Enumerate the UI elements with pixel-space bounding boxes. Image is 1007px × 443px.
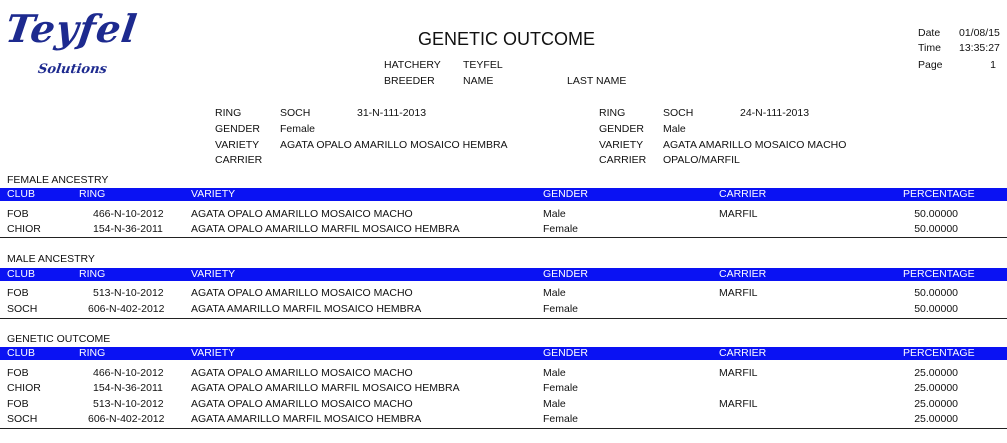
table-row: [0, 397, 1007, 412]
male-carrier-label: CARRIER: [599, 154, 647, 166]
cell-club: FOB: [7, 208, 29, 220]
cell-gender: Female: [543, 223, 579, 235]
cell-gender: Male: [543, 287, 566, 299]
female-gender: Female: [280, 123, 316, 135]
col-percentage: PERCENTAGE: [903, 347, 975, 359]
cell-gender: Male: [543, 367, 566, 379]
cell-variety: AGATA OPALO AMARILLO MOSAICO MACHO: [191, 208, 413, 220]
col-ring: RING: [79, 347, 106, 359]
cell-ring: 154-N-36-2011: [93, 382, 163, 394]
cell-gender: Male: [543, 208, 566, 220]
cell-percentage: 25.00000: [914, 398, 958, 410]
male-ring-label: RING: [599, 107, 626, 119]
col-club: CLUB: [7, 188, 36, 200]
col-gender: GENDER: [543, 268, 588, 280]
table-row: [0, 222, 1007, 237]
col-gender: GENDER: [543, 347, 588, 359]
female-carrier-label: CARRIER: [215, 154, 263, 166]
col-gender: GENDER: [543, 188, 588, 200]
table-row: [0, 366, 1007, 381]
table-row: [0, 286, 1007, 301]
female-variety-label: VARIETY: [215, 139, 260, 151]
section-title-female-ancestry: FEMALE ANCESTRY: [7, 174, 109, 186]
col-variety: VARIETY: [191, 347, 236, 359]
page-number: 1: [990, 59, 996, 71]
cell-percentage: 25.00000: [914, 367, 958, 379]
cell-variety: AGATA OPALO AMARILLO MARFIL MOSAICO HEMBRA: [191, 223, 460, 235]
col-ring: RING: [79, 268, 106, 280]
breeder-label: BREEDER: [384, 75, 435, 87]
col-carrier: CARRIER: [719, 188, 767, 200]
col-variety: VARIETY: [191, 188, 236, 200]
cell-ring: 606-N-402-2012: [88, 303, 165, 315]
section-title-male-ancestry: MALE ANCESTRY: [7, 253, 95, 265]
cell-ring: 466-N-10-2012: [93, 367, 164, 379]
cell-club: CHIOR: [7, 223, 41, 235]
date-label: Date: [918, 27, 941, 39]
name-label: NAME: [463, 75, 494, 87]
cell-club: FOB: [7, 367, 29, 379]
table-row: [0, 207, 1007, 222]
cell-club: SOCH: [7, 413, 38, 425]
cell-ring: 466-N-10-2012: [93, 208, 164, 220]
company-logo: Teyfel: [2, 6, 141, 51]
hatchery-value: TEYFEL: [463, 59, 503, 71]
cell-carrier: MARFIL: [719, 287, 758, 299]
cell-club: SOCH: [7, 303, 38, 315]
col-variety: VARIETY: [191, 268, 236, 280]
company-logo-subtitle: Solutions: [36, 62, 108, 77]
col-carrier: CARRIER: [719, 347, 767, 359]
cell-ring: 606-N-402-2012: [88, 413, 165, 425]
report-title: GENETIC OUTCOME: [417, 29, 595, 49]
male-club: SOCH: [663, 107, 694, 119]
table-header-female-ancestry: [0, 188, 1007, 201]
male-variety: AGATA AMARILLO MOSAICO MACHO: [663, 139, 847, 151]
cell-carrier: MARFIL: [719, 208, 758, 220]
female-variety: AGATA OPALO AMARILLO MOSAICO HEMBRA: [280, 139, 508, 151]
cell-variety: AGATA OPALO AMARILLO MARFIL MOSAICO HEMBRA: [191, 382, 460, 394]
cell-gender: Female: [543, 382, 579, 394]
cell-ring: 513-N-10-2012: [93, 398, 164, 410]
female-club: SOCH: [280, 107, 311, 119]
cell-gender: Male: [543, 398, 566, 410]
cell-variety: AGATA OPALO AMARILLO MOSAICO MACHO: [191, 287, 413, 299]
table-row: [0, 412, 1007, 427]
cell-percentage: 50.00000: [914, 208, 958, 220]
cell-percentage: 50.00000: [914, 223, 958, 235]
time-value: 13:35:27: [959, 42, 1000, 54]
cell-variety: AGATA AMARILLO MARFIL MOSAICO HEMBRA: [191, 303, 422, 315]
table-row: [0, 302, 1007, 317]
cell-percentage: 50.00000: [914, 303, 958, 315]
col-percentage: PERCENTAGE: [903, 188, 975, 200]
male-variety-label: VARIETY: [599, 139, 644, 151]
cell-percentage: 25.00000: [914, 382, 958, 394]
cell-carrier: MARFIL: [719, 367, 758, 379]
col-carrier: CARRIER: [719, 268, 767, 280]
female-ring-label: RING: [215, 107, 242, 119]
page-label: Page: [918, 59, 943, 71]
cell-carrier: MARFIL: [719, 398, 758, 410]
table-header-genetic-outcome: [0, 347, 1007, 360]
hatchery-label: HATCHERY: [384, 59, 441, 71]
cell-percentage: 50.00000: [914, 287, 958, 299]
cell-percentage: 25.00000: [914, 413, 958, 425]
cell-gender: Female: [543, 413, 579, 425]
section-divider: [0, 428, 1007, 429]
cell-club: FOB: [7, 287, 29, 299]
table-header-male-ancestry: [0, 268, 1007, 281]
time-label: Time: [918, 42, 941, 54]
date-value: 01/08/15: [959, 27, 1000, 39]
cell-ring: 154-N-36-2011: [93, 223, 163, 235]
male-gender: Male: [663, 123, 686, 135]
col-club: CLUB: [7, 347, 36, 359]
section-title-genetic-outcome: GENETIC OUTCOME: [7, 333, 111, 345]
section-divider: [0, 237, 1007, 238]
male-carrier: OPALO/MARFIL: [663, 154, 740, 166]
cell-variety: AGATA OPALO AMARILLO MOSAICO MACHO: [191, 367, 413, 379]
cell-club: CHIOR: [7, 382, 41, 394]
female-gender-label: GENDER: [215, 123, 260, 135]
col-club: CLUB: [7, 268, 36, 280]
male-ring: 24-N-111-2013: [740, 107, 810, 119]
male-gender-label: GENDER: [599, 123, 644, 135]
table-row: [0, 381, 1007, 396]
col-ring: RING: [79, 188, 106, 200]
cell-variety: AGATA AMARILLO MARFIL MOSAICO HEMBRA: [191, 413, 422, 425]
cell-ring: 513-N-10-2012: [93, 287, 164, 299]
female-ring: 31-N-111-2013: [357, 107, 427, 119]
col-percentage: PERCENTAGE: [903, 268, 975, 280]
section-divider: [0, 318, 1007, 319]
last-name-label: LAST NAME: [567, 75, 627, 87]
cell-variety: AGATA OPALO AMARILLO MOSAICO MACHO: [191, 398, 413, 410]
cell-club: FOB: [7, 398, 29, 410]
cell-gender: Female: [543, 303, 579, 315]
